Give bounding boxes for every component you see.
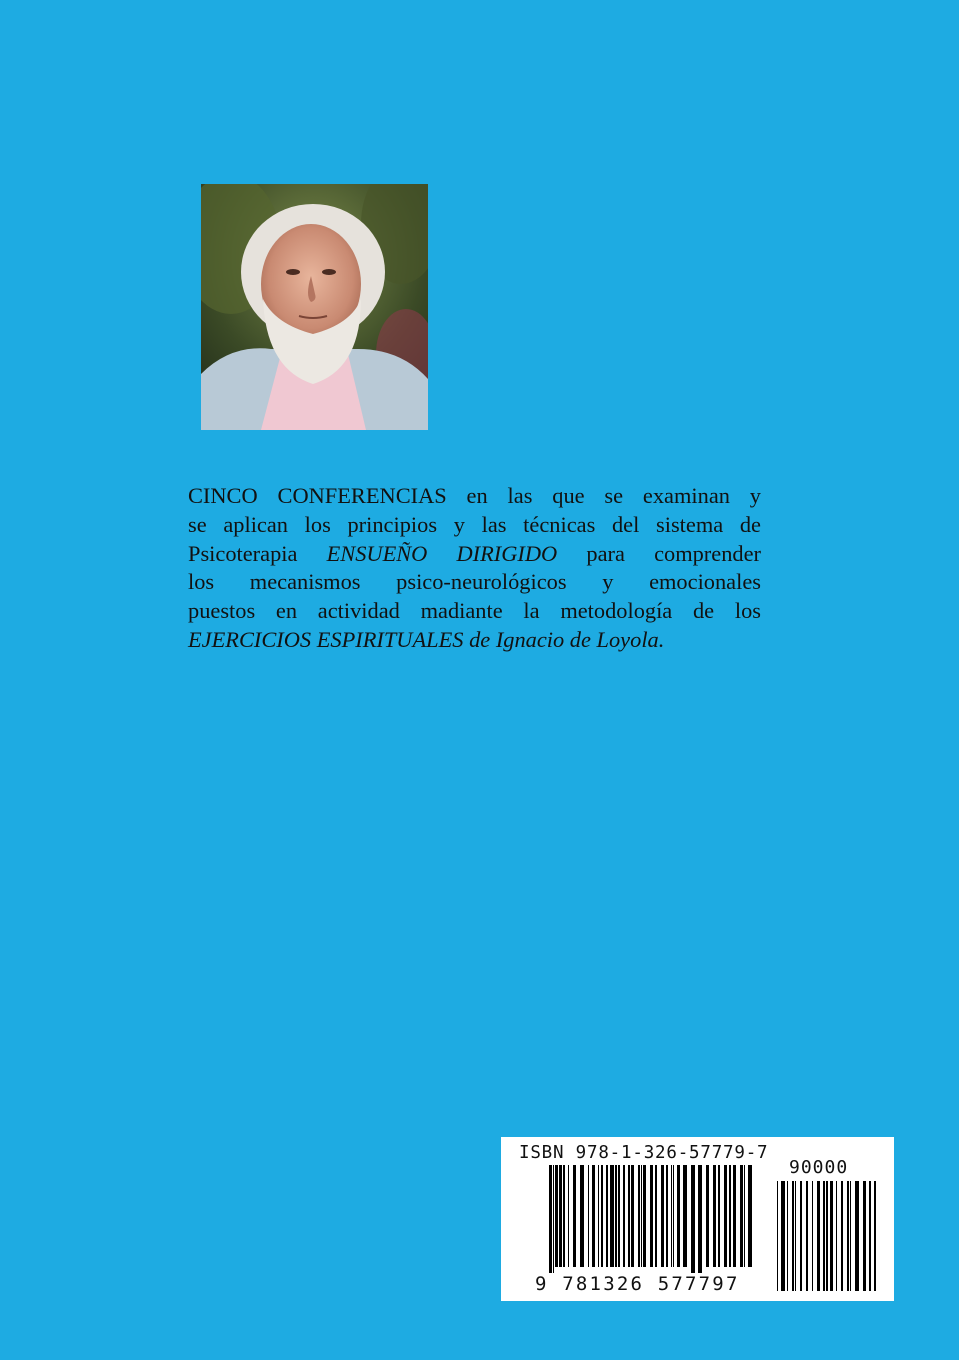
barcode-bar [787,1181,788,1291]
barcode-bar [850,1181,851,1291]
blurb-line [188,626,761,655]
barcode-bar [740,1165,743,1267]
blurb-line: los mecanismos psico-neurológicos y emocionales [188,569,761,595]
barcode-bar [826,1181,828,1291]
barcode-bar [623,1165,625,1267]
blurb-line: puestos en actividad madiante la metodología de los [188,598,761,624]
barcode-bar [869,1181,871,1291]
barcode-bar [706,1165,709,1267]
barcode-bar [729,1165,731,1267]
barcode-bar [655,1165,657,1267]
barcode-bar [598,1165,599,1267]
barcode-bar [792,1181,794,1291]
barcode-bar [874,1181,876,1291]
blurb-line: se aplican los principios y las técnicas del sistema de [188,511,761,537]
isbn-barcode [501,1137,894,1301]
barcode-bar [777,1181,778,1291]
blurb-italic-text: de Ignacio de Loyola. [463,626,665,652]
blurb-text [188,482,761,655]
blurb-italic-title: ENSUEÑO DIRIGIDO [326,540,558,566]
barcode-bar [855,1181,859,1291]
barcode-bar [592,1165,595,1267]
barcode-bar [650,1165,653,1267]
barcode-bar [666,1165,668,1267]
barcode-bar [588,1165,589,1267]
barcode-bar [677,1165,680,1267]
barcode-bar [748,1165,752,1267]
barcode-bar [830,1181,833,1291]
barcode-bar [823,1181,825,1291]
barcode-bar [863,1181,866,1291]
barcode-bar [606,1165,608,1267]
blurb-text-fragment: para comprender [557,540,761,566]
ean-digits: 9 781326 577797 [535,1273,740,1295]
barcode-bar [673,1165,674,1267]
barcode-bar [563,1165,565,1267]
blurb-text-fragment: Psicoterapia [188,540,327,566]
barcode-bar [795,1181,796,1291]
barcode-bar [615,1165,617,1267]
barcode-bar [683,1165,687,1267]
barcode-bar [841,1181,843,1291]
barcode-bar [744,1165,745,1267]
barcode-bar [580,1165,584,1267]
barcode-bar [733,1165,736,1267]
barcode-bar [671,1165,672,1267]
barcode-bar [817,1181,820,1291]
barcode-bar [661,1165,664,1267]
barcode-bar [724,1165,727,1267]
barcode-bar [628,1165,630,1267]
author-photo [201,184,428,430]
blurb-line: CINCO CONFERENCIAS en las que se examinan y [188,483,761,508]
barcode-bar [549,1165,552,1273]
barcode-bar [573,1165,576,1267]
barcode-bar [836,1181,837,1291]
barcode-bar [631,1165,634,1267]
barcode-bar [691,1165,695,1273]
isbn-label: ISBN 978-1-326-57779-7 [519,1143,769,1163]
barcode-bar [643,1165,646,1267]
barcode-bar [618,1165,620,1267]
price-addon-label: 90000 [789,1157,849,1178]
barcode-bar [806,1181,808,1291]
barcode-bar [553,1165,554,1273]
barcode-bar [559,1165,562,1267]
blurb-line [188,540,761,569]
barcode-bar [781,1181,785,1291]
blurb-italic-title: EJERCICIOS ESPIRITUALES [188,626,464,652]
barcode-bar [555,1165,558,1267]
barcode-bar [601,1165,603,1267]
barcode-bar [718,1165,720,1267]
barcode-bar [800,1181,802,1291]
barcode-bar [847,1181,849,1291]
barcode-bar [698,1165,702,1273]
barcode-bar [641,1165,642,1267]
barcode-bar [610,1165,614,1267]
barcode-bar [568,1165,569,1267]
barcode-bar [713,1165,716,1267]
barcode-bar [812,1181,813,1291]
barcode-bar [638,1165,640,1267]
